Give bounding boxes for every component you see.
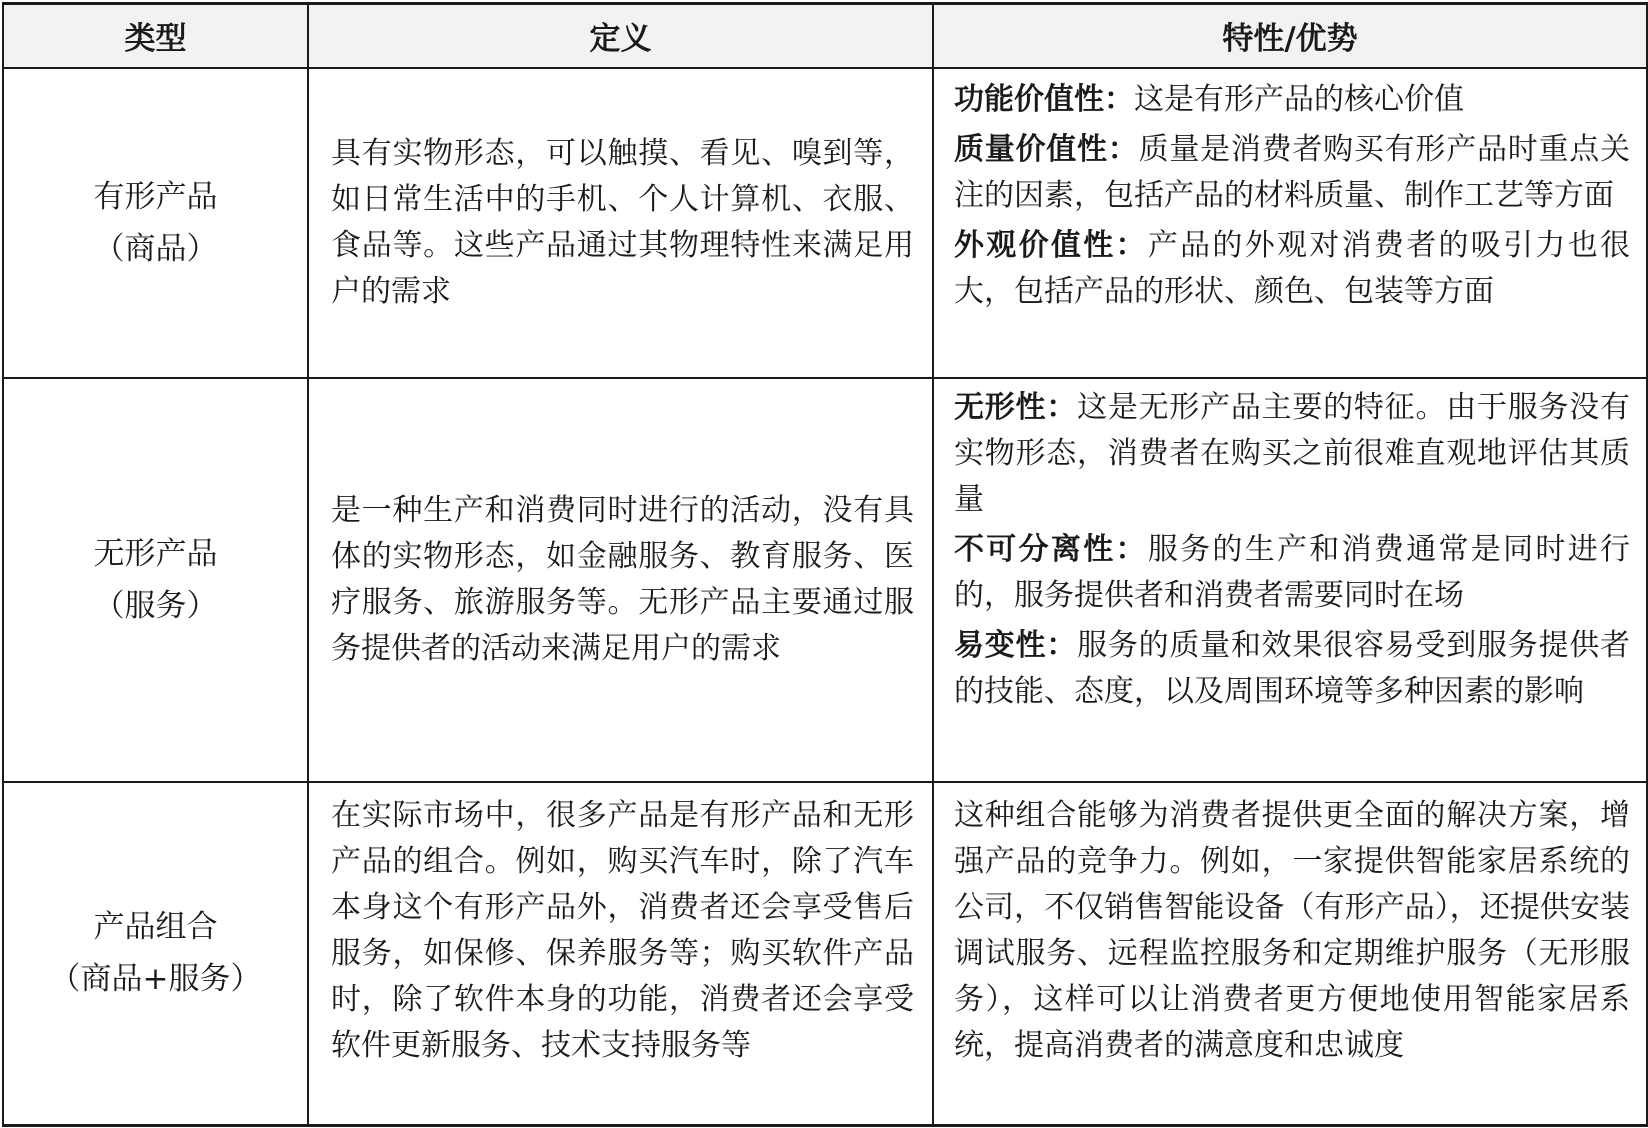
header-type: 类型	[3, 4, 308, 68]
type-cell	[3, 378, 308, 782]
feature-text: 这是有形产品的核心价值	[1134, 81, 1464, 117]
type-name: 无形产品	[93, 535, 218, 572]
feature-text: 服务的质量和效果很容易受到服务提供者的技能、态度，以及周围环境等多种因素的影响	[954, 627, 1631, 709]
feature-text: 服务的生产和消费通常是同时进行的，服务提供者和消费者需要同时在场	[954, 531, 1631, 613]
feature-item	[954, 127, 1630, 219]
type-cell	[3, 782, 308, 1126]
feature-text: 这种组合能够为消费者提供更全面的解决方案，增强产品的竞争力。例如，一家提供智能家居系统的公司，不仅销售智能设备（有形产品），还提供安装调试服务、远程监控服务和定期维护服务（无形服务），这样可以让消费者更方便地使用智能家居系统，提高消费者的满意度和忠诚度	[954, 797, 1630, 1063]
feature-term: 质量价值性：	[954, 131, 1139, 167]
definition-cell: 具有实物形态，可以触摸、看见、嗅到等，如日常生活中的手机、个人计算机、衣服、食品等。这些产品通过其物理特性来满足用户的需求	[308, 68, 933, 378]
feature-term: 易变性：	[954, 627, 1078, 663]
features-cell	[933, 782, 1647, 1126]
feature-item	[954, 385, 1630, 523]
feature-term: 不可分离性：	[954, 531, 1148, 567]
features-cell	[933, 68, 1647, 378]
type-category: （商品）	[93, 230, 218, 267]
product-types-table	[2, 2, 1648, 1127]
definition-cell: 在实际市场中，很多产品是有形产品和无形产品的组合。例如，购买汽车时，除了汽车本身这个有形产品外，消费者还会享受售后服务，如保修、保养服务等；购买软件产品时，除了软件本身的功能，消费者还会享受软件更新服务、技术支持服务等	[308, 782, 933, 1126]
feature-item	[954, 793, 1630, 1069]
type-name: 有形产品	[93, 178, 218, 215]
type-category: （商品+服务）	[49, 961, 262, 998]
feature-item	[954, 77, 1630, 123]
type-category: （服务）	[93, 587, 218, 624]
type-cell	[3, 68, 308, 378]
table-row	[3, 68, 1647, 378]
feature-text: 质量是消费者购买有形产品时重点关注的因素，包括产品的材料质量、制作工艺等方面	[954, 131, 1631, 213]
feature-text: 这是无形产品主要的特征。由于服务没有实物形态，消费者在购买之前很难直观地评估其质量	[954, 389, 1631, 517]
table-row	[3, 782, 1647, 1126]
table-header-row	[3, 4, 1647, 68]
features-cell	[933, 378, 1647, 782]
feature-term: 功能价值性：	[954, 81, 1134, 117]
header-definition: 定义	[308, 4, 933, 68]
definition-cell: 是一种生产和消费同时进行的活动，没有具体的实物形态，如金融服务、教育服务、医疗服务、旅游服务等。无形产品主要通过服务提供者的活动来满足用户的需求	[308, 378, 933, 782]
feature-term: 无形性：	[954, 389, 1078, 425]
feature-item	[954, 527, 1630, 619]
feature-term: 外观价值性：	[954, 227, 1148, 263]
feature-item	[954, 623, 1630, 715]
feature-text: 产品的外观对消费者的吸引力也很大，包括产品的形状、颜色、包装等方面	[954, 227, 1631, 309]
feature-item	[954, 223, 1630, 315]
header-features: 特性/优势	[933, 4, 1647, 68]
type-name: 产品组合	[93, 909, 218, 946]
table-row	[3, 378, 1647, 782]
